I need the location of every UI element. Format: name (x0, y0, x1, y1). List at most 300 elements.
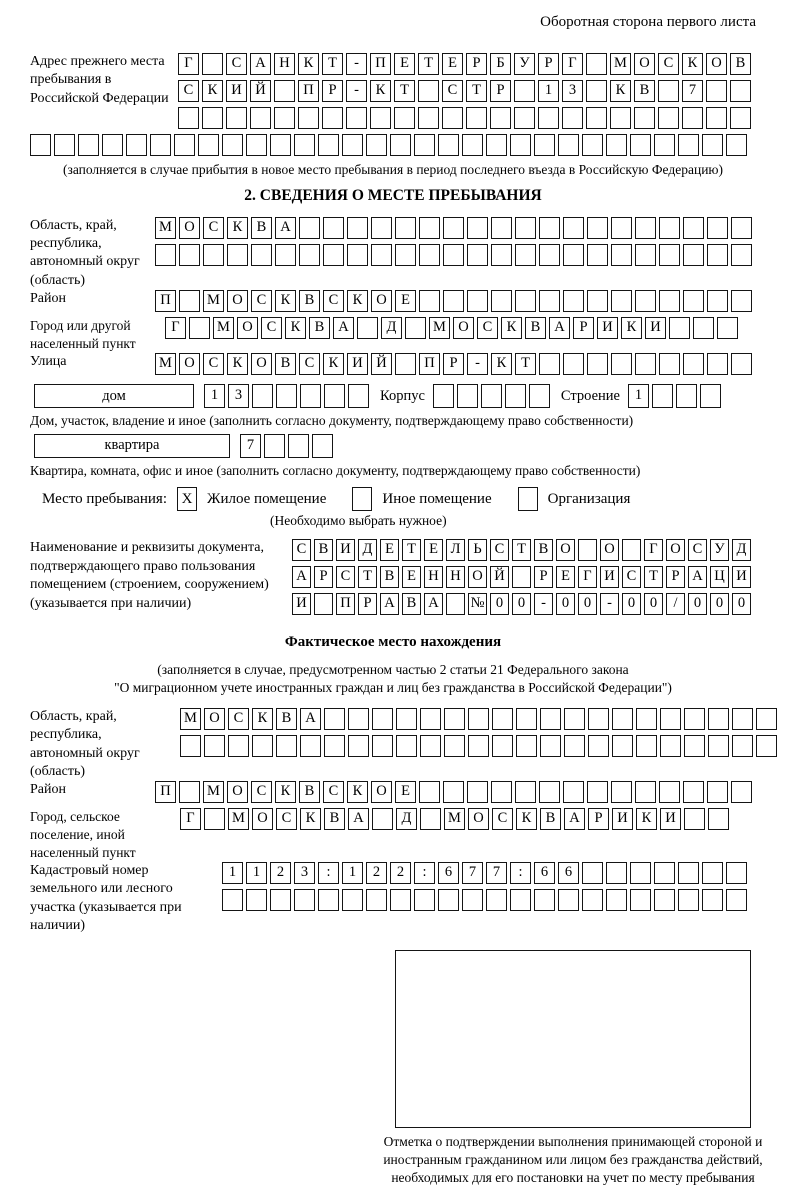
char-cell[interactable] (702, 862, 723, 884)
char-cell[interactable] (582, 889, 603, 911)
char-cell[interactable]: К (610, 80, 631, 102)
char-cell[interactable] (708, 735, 729, 757)
char-cell[interactable] (611, 353, 632, 375)
char-cell[interactable] (490, 107, 511, 129)
char-cell[interactable] (203, 244, 224, 266)
char-cell[interactable] (654, 889, 675, 911)
char-cell[interactable] (659, 244, 680, 266)
char-cell[interactable] (726, 134, 747, 156)
char-cell[interactable] (730, 80, 751, 102)
char-cell[interactable] (443, 217, 464, 239)
char-cell[interactable] (468, 708, 489, 730)
char-cell[interactable]: М (213, 317, 234, 339)
char-cell[interactable] (582, 862, 603, 884)
char-cell[interactable] (630, 889, 651, 911)
char-cell[interactable] (180, 735, 201, 757)
char-cell[interactable] (419, 781, 440, 803)
char-cell[interactable] (357, 317, 378, 339)
char-cell[interactable]: 1 (222, 862, 243, 884)
char-cell[interactable] (222, 134, 243, 156)
char-cell[interactable]: О (371, 781, 392, 803)
char-cell[interactable]: И (600, 566, 619, 588)
char-cell[interactable]: Г (644, 539, 663, 561)
char-cell[interactable]: А (275, 217, 296, 239)
char-cell[interactable] (683, 290, 704, 312)
char-cell[interactable] (756, 708, 777, 730)
char-cell[interactable] (492, 735, 513, 757)
char-cell[interactable] (586, 80, 607, 102)
char-cell[interactable] (202, 53, 223, 75)
char-cell[interactable]: С (658, 53, 679, 75)
char-cell[interactable]: : (510, 862, 531, 884)
char-cell[interactable] (371, 244, 392, 266)
char-cell[interactable] (730, 107, 751, 129)
char-cell[interactable] (707, 353, 728, 375)
char-cell[interactable] (467, 290, 488, 312)
char-cell[interactable]: Т (644, 566, 663, 588)
char-cell[interactable] (251, 244, 272, 266)
char-cell[interactable]: С (251, 290, 272, 312)
char-cell[interactable] (372, 735, 393, 757)
char-cell[interactable]: К (285, 317, 306, 339)
char-cell[interactable] (732, 735, 753, 757)
char-cell[interactable]: С (226, 53, 247, 75)
char-cell[interactable] (515, 217, 536, 239)
char-cell[interactable]: К (300, 808, 321, 830)
char-cell[interactable]: О (179, 217, 200, 239)
char-cell[interactable]: В (275, 353, 296, 375)
char-cell[interactable] (731, 217, 752, 239)
char-cell[interactable] (636, 708, 657, 730)
char-cell[interactable]: М (155, 217, 176, 239)
char-cell[interactable]: Е (395, 781, 416, 803)
char-cell[interactable] (660, 708, 681, 730)
char-cell[interactable] (419, 290, 440, 312)
char-cell[interactable]: Р (534, 566, 553, 588)
char-cell[interactable]: 3 (228, 384, 249, 408)
char-cell[interactable] (708, 708, 729, 730)
char-cell[interactable]: В (314, 539, 333, 561)
char-cell[interactable]: К (347, 290, 368, 312)
char-cell[interactable]: Е (394, 53, 415, 75)
char-cell[interactable] (558, 889, 579, 911)
char-cell[interactable]: Е (442, 53, 463, 75)
char-cell[interactable] (635, 290, 656, 312)
char-cell[interactable] (529, 384, 550, 408)
char-cell[interactable] (588, 708, 609, 730)
char-cell[interactable]: С (323, 781, 344, 803)
char-cell[interactable]: И (226, 80, 247, 102)
char-cell[interactable] (654, 134, 675, 156)
char-cell[interactable]: 3 (294, 862, 315, 884)
char-cell[interactable]: Р (573, 317, 594, 339)
char-cell[interactable] (660, 735, 681, 757)
char-cell[interactable] (54, 134, 75, 156)
char-cell[interactable] (534, 134, 555, 156)
char-cell[interactable] (512, 566, 531, 588)
char-cell[interactable] (540, 708, 561, 730)
char-cell[interactable]: В (534, 539, 553, 561)
char-cell[interactable]: Т (512, 539, 531, 561)
char-cell[interactable]: 1 (204, 384, 225, 408)
char-cell[interactable]: К (370, 80, 391, 102)
char-cell[interactable] (539, 244, 560, 266)
char-cell[interactable]: 3 (562, 80, 583, 102)
char-cell[interactable] (684, 735, 705, 757)
char-cell[interactable] (635, 217, 656, 239)
char-cell[interactable]: Р (490, 80, 511, 102)
char-cell[interactable] (636, 735, 657, 757)
char-cell[interactable] (395, 244, 416, 266)
char-cell[interactable]: Т (418, 53, 439, 75)
char-cell[interactable] (539, 290, 560, 312)
char-cell[interactable]: К (323, 353, 344, 375)
char-cell[interactable] (481, 384, 502, 408)
char-cell[interactable]: 1 (628, 384, 649, 408)
char-cell[interactable]: С (299, 353, 320, 375)
char-cell[interactable]: О (556, 539, 575, 561)
char-cell[interactable] (324, 735, 345, 757)
char-cell[interactable] (178, 107, 199, 129)
char-cell[interactable] (370, 107, 391, 129)
char-cell[interactable] (264, 434, 285, 458)
char-cell[interactable] (395, 217, 416, 239)
char-cell[interactable] (294, 134, 315, 156)
char-cell[interactable] (659, 781, 680, 803)
char-cell[interactable]: В (251, 217, 272, 239)
char-cell[interactable] (418, 80, 439, 102)
char-cell[interactable]: 7 (486, 862, 507, 884)
char-cell[interactable]: Н (446, 566, 465, 588)
char-cell[interactable] (587, 781, 608, 803)
char-cell[interactable] (227, 244, 248, 266)
char-cell[interactable]: С (228, 708, 249, 730)
char-cell[interactable]: И (336, 539, 355, 561)
char-cell[interactable] (322, 107, 343, 129)
char-cell[interactable] (756, 735, 777, 757)
char-cell[interactable] (586, 53, 607, 75)
char-cell[interactable] (505, 384, 526, 408)
char-cell[interactable] (276, 384, 297, 408)
char-cell[interactable]: Й (250, 80, 271, 102)
char-cell[interactable] (420, 808, 441, 830)
char-cell[interactable] (198, 134, 219, 156)
char-cell[interactable]: Д (732, 539, 751, 561)
char-cell[interactable] (630, 862, 651, 884)
char-cell[interactable]: Л (446, 539, 465, 561)
char-cell[interactable] (635, 353, 656, 375)
char-cell[interactable]: В (299, 290, 320, 312)
char-cell[interactable]: К (516, 808, 537, 830)
char-cell[interactable]: П (419, 353, 440, 375)
char-cell[interactable] (612, 708, 633, 730)
char-cell[interactable] (683, 217, 704, 239)
char-cell[interactable] (606, 889, 627, 911)
char-cell[interactable] (252, 735, 273, 757)
char-cell[interactable]: М (180, 708, 201, 730)
char-cell[interactable]: 6 (534, 862, 555, 884)
char-cell[interactable] (324, 384, 345, 408)
char-cell[interactable]: Г (178, 53, 199, 75)
char-cell[interactable] (102, 134, 123, 156)
char-cell[interactable] (635, 244, 656, 266)
char-cell[interactable] (731, 244, 752, 266)
char-cell[interactable] (405, 317, 426, 339)
char-cell[interactable] (683, 244, 704, 266)
char-cell[interactable] (514, 107, 535, 129)
char-cell[interactable]: А (564, 808, 585, 830)
char-cell[interactable]: С (261, 317, 282, 339)
char-cell[interactable]: О (600, 539, 619, 561)
char-cell[interactable] (515, 781, 536, 803)
char-cell[interactable]: Ц (710, 566, 729, 588)
char-cell[interactable] (558, 134, 579, 156)
char-cell[interactable] (250, 107, 271, 129)
char-cell[interactable] (371, 217, 392, 239)
char-cell[interactable]: 0 (644, 593, 663, 615)
char-cell[interactable] (514, 80, 535, 102)
char-cell[interactable] (462, 889, 483, 911)
char-cell[interactable] (394, 107, 415, 129)
char-cell[interactable] (684, 708, 705, 730)
char-cell[interactable] (433, 384, 454, 408)
char-cell[interactable] (726, 862, 747, 884)
char-cell[interactable]: С (688, 539, 707, 561)
char-cell[interactable] (372, 708, 393, 730)
char-cell[interactable] (366, 889, 387, 911)
char-cell[interactable] (587, 290, 608, 312)
char-cell[interactable] (700, 384, 721, 408)
char-cell[interactable]: Й (371, 353, 392, 375)
char-cell[interactable] (390, 134, 411, 156)
char-cell[interactable]: 0 (490, 593, 509, 615)
char-cell[interactable]: В (309, 317, 330, 339)
char-cell[interactable] (288, 434, 309, 458)
char-cell[interactable] (396, 708, 417, 730)
char-cell[interactable]: 0 (622, 593, 641, 615)
char-cell[interactable] (515, 244, 536, 266)
char-cell[interactable] (563, 290, 584, 312)
char-cell[interactable] (612, 735, 633, 757)
char-cell[interactable]: К (275, 781, 296, 803)
char-cell[interactable] (669, 317, 690, 339)
char-cell[interactable] (635, 781, 656, 803)
char-cell[interactable]: В (730, 53, 751, 75)
char-cell[interactable]: О (237, 317, 258, 339)
char-cell[interactable] (270, 134, 291, 156)
char-cell[interactable] (274, 80, 295, 102)
char-cell[interactable]: - (346, 53, 367, 75)
char-cell[interactable] (457, 384, 478, 408)
char-cell[interactable]: А (688, 566, 707, 588)
char-cell[interactable]: Т (466, 80, 487, 102)
char-cell[interactable]: М (228, 808, 249, 830)
char-cell[interactable]: С (622, 566, 641, 588)
char-cell[interactable] (515, 290, 536, 312)
char-cell[interactable]: Н (424, 566, 443, 588)
char-cell[interactable]: У (710, 539, 729, 561)
char-cell[interactable] (539, 217, 560, 239)
char-cell[interactable]: К (227, 217, 248, 239)
char-cell[interactable] (446, 593, 465, 615)
char-cell[interactable] (419, 217, 440, 239)
char-cell[interactable]: С (203, 353, 224, 375)
char-cell[interactable]: П (336, 593, 355, 615)
char-cell[interactable]: К (227, 353, 248, 375)
char-cell[interactable]: О (468, 808, 489, 830)
char-cell[interactable]: М (203, 290, 224, 312)
char-cell[interactable]: Д (358, 539, 377, 561)
char-cell[interactable] (348, 708, 369, 730)
char-cell[interactable] (634, 107, 655, 129)
char-cell[interactable]: С (203, 217, 224, 239)
char-cell[interactable] (312, 434, 333, 458)
char-cell[interactable]: К (501, 317, 522, 339)
char-cell[interactable]: Р (358, 593, 377, 615)
char-cell[interactable] (611, 244, 632, 266)
char-cell[interactable] (419, 244, 440, 266)
char-cell[interactable]: Т (515, 353, 536, 375)
char-cell[interactable]: 0 (556, 593, 575, 615)
char-cell[interactable]: О (634, 53, 655, 75)
char-cell[interactable]: Ь (468, 539, 487, 561)
char-cell[interactable] (586, 107, 607, 129)
char-cell[interactable]: 7 (240, 434, 261, 458)
char-cell[interactable] (189, 317, 210, 339)
char-cell[interactable] (611, 781, 632, 803)
char-cell[interactable]: Г (180, 808, 201, 830)
char-cell[interactable]: С (178, 80, 199, 102)
char-cell[interactable] (539, 781, 560, 803)
char-cell[interactable]: А (348, 808, 369, 830)
char-cell[interactable] (611, 290, 632, 312)
char-cell[interactable]: Р (538, 53, 559, 75)
char-cell[interactable]: В (540, 808, 561, 830)
char-cell[interactable] (563, 781, 584, 803)
char-cell[interactable]: П (370, 53, 391, 75)
char-cell[interactable] (684, 808, 705, 830)
char-cell[interactable] (708, 808, 729, 830)
char-cell[interactable] (587, 353, 608, 375)
char-cell[interactable]: Р (443, 353, 464, 375)
char-cell[interactable] (731, 353, 752, 375)
char-cell[interactable]: 0 (688, 593, 707, 615)
char-cell[interactable] (390, 889, 411, 911)
char-cell[interactable] (372, 808, 393, 830)
char-cell[interactable]: О (706, 53, 727, 75)
char-cell[interactable]: В (402, 593, 421, 615)
char-cell[interactable] (539, 353, 560, 375)
char-cell[interactable] (587, 217, 608, 239)
char-cell[interactable] (717, 317, 738, 339)
char-cell[interactable]: В (276, 708, 297, 730)
char-cell[interactable]: 2 (366, 862, 387, 884)
char-cell[interactable] (706, 80, 727, 102)
char-cell[interactable] (467, 244, 488, 266)
char-cell[interactable]: О (204, 708, 225, 730)
char-cell[interactable] (659, 290, 680, 312)
char-cell[interactable] (516, 735, 537, 757)
char-cell[interactable] (678, 134, 699, 156)
char-cell[interactable] (654, 862, 675, 884)
checkbox-residential[interactable]: X (177, 487, 197, 511)
char-cell[interactable] (274, 107, 295, 129)
char-cell[interactable]: : (318, 862, 339, 884)
char-cell[interactable] (78, 134, 99, 156)
char-cell[interactable]: Р (666, 566, 685, 588)
char-cell[interactable] (366, 134, 387, 156)
char-cell[interactable]: 6 (438, 862, 459, 884)
char-cell[interactable] (30, 134, 51, 156)
char-cell[interactable]: 0 (512, 593, 531, 615)
char-cell[interactable] (564, 708, 585, 730)
char-cell[interactable]: А (549, 317, 570, 339)
char-cell[interactable]: К (621, 317, 642, 339)
char-cell[interactable] (578, 539, 597, 561)
char-cell[interactable]: У (514, 53, 535, 75)
char-cell[interactable] (442, 107, 463, 129)
char-cell[interactable] (606, 134, 627, 156)
char-cell[interactable] (491, 217, 512, 239)
char-cell[interactable] (468, 735, 489, 757)
char-cell[interactable] (323, 217, 344, 239)
char-cell[interactable] (491, 781, 512, 803)
char-cell[interactable] (299, 217, 320, 239)
char-cell[interactable]: Й (490, 566, 509, 588)
char-cell[interactable] (396, 735, 417, 757)
char-cell[interactable]: Р (588, 808, 609, 830)
char-cell[interactable] (275, 244, 296, 266)
char-cell[interactable] (659, 353, 680, 375)
char-cell[interactable]: П (155, 290, 176, 312)
char-cell[interactable] (683, 353, 704, 375)
char-cell[interactable]: 0 (578, 593, 597, 615)
char-cell[interactable]: О (252, 808, 273, 830)
char-cell[interactable]: Е (402, 566, 421, 588)
char-cell[interactable] (444, 735, 465, 757)
char-cell[interactable]: М (610, 53, 631, 75)
char-cell[interactable]: № (468, 593, 487, 615)
char-cell[interactable]: М (155, 353, 176, 375)
char-cell[interactable] (300, 735, 321, 757)
char-cell[interactable]: / (666, 593, 685, 615)
char-cell[interactable]: М (203, 781, 224, 803)
char-cell[interactable] (467, 217, 488, 239)
char-cell[interactable] (732, 708, 753, 730)
char-cell[interactable]: 7 (462, 862, 483, 884)
char-cell[interactable] (347, 244, 368, 266)
char-cell[interactable]: И (732, 566, 751, 588)
char-cell[interactable] (659, 217, 680, 239)
char-cell[interactable]: В (525, 317, 546, 339)
char-cell[interactable] (510, 889, 531, 911)
char-cell[interactable]: Г (578, 566, 597, 588)
char-cell[interactable] (491, 244, 512, 266)
char-cell[interactable] (658, 107, 679, 129)
char-cell[interactable]: С (336, 566, 355, 588)
char-cell[interactable]: О (468, 566, 487, 588)
char-cell[interactable]: О (227, 781, 248, 803)
house-type-box[interactable]: дом (34, 384, 194, 408)
char-cell[interactable] (298, 107, 319, 129)
char-cell[interactable]: С (276, 808, 297, 830)
char-cell[interactable]: И (347, 353, 368, 375)
char-cell[interactable]: С (292, 539, 311, 561)
char-cell[interactable] (155, 244, 176, 266)
char-cell[interactable] (563, 217, 584, 239)
char-cell[interactable] (564, 735, 585, 757)
char-cell[interactable] (443, 781, 464, 803)
